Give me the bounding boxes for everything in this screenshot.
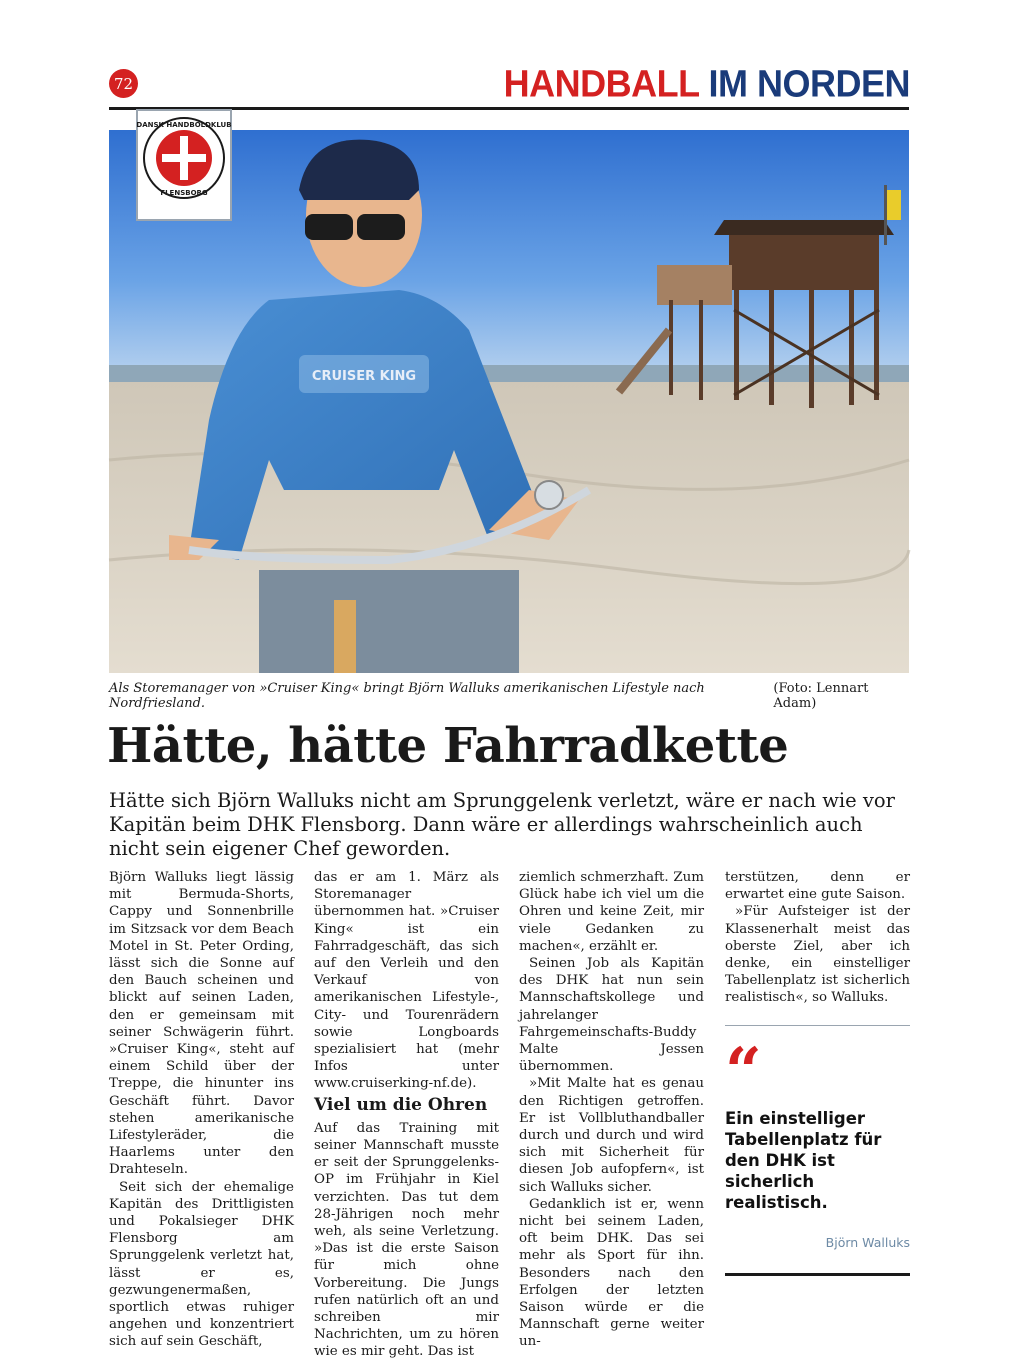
article-column-2 (314, 869, 499, 1361)
article-column-1 (109, 869, 294, 1351)
article-photo (109, 121, 909, 673)
pull-quote-rule (725, 1025, 910, 1026)
section-title-red: HANDBALL (503, 61, 699, 105)
article-lead: Hätte sich Björn Walluks nicht am Sprunggelenk verletzt, wäre er nach wie vor Kapitän beim DHK Flensborg. Dann wäre er allerdings wahrscheinlich auch nicht sein eigener Chef geworden. (109, 789, 895, 860)
pull-quote-bottom-rule (725, 1273, 910, 1276)
svg-text:FLENSBORG: FLENSBORG (160, 189, 208, 197)
paragraph: Auf das Training mit seiner Mannschaft musste er seit der Sprunggelenks-OP im Frühjahr in Kiel verzichten. Das tut dem 28-Jährigen noch mehr weh, als seine Verletzung. »Das ist die erste Saison für mich ohne Vorbereitung. Die Jungs rufen natürlich oft an und schreiben mir Nachrichten, um zu hören wie es mir geht. Das ist (314, 1120, 499, 1360)
svg-text:CRUISER KING: CRUISER KING (311, 369, 417, 384)
paragraph: terstützen, denn er erwartet eine gute Saison. (725, 870, 910, 903)
svg-text:DANSK HANDBOLDKLUB: DANSK HANDBOLDKLUB (136, 121, 232, 129)
paragraph: ziemlich schmerzhaft. Zum Glück habe ich viel um die Ohren und keine Zeit, mir viele Gedanken zu machen«, erzählt er. (519, 870, 704, 954)
paragraph: Seinen Job als Kapitän des DHK hat nun sein Mannschaftskollege und jahrelanger Fahrgemeinschafts-Buddy Malte Jessen übernommen. (519, 956, 704, 1075)
caption-text: Als Storemanager von »Cruiser King« bringt Björn Walluks amerikanischen Lifestyle nach Nordfriesland. (109, 681, 705, 711)
quote-mark-icon: “ (725, 1034, 762, 1109)
paragraph: Seit sich der ehemalige Kapitän des Drittligisten und Pokalsieger DHK Flensborg am Sprunggelenk verletzt hat, lässt er es, gezwungenermaßen, sportlich etwas ruhiger angehen und konzentriert sich auf sein Geschäft, (109, 1179, 294, 1350)
photo-caption (109, 681, 909, 711)
pull-quote (725, 1025, 910, 1250)
photo-credit: (Foto: Lennart Adam) (773, 681, 869, 711)
paragraph: »Mit Malte hat es genau den Richtigen getroffen. Er ist Vollbluthandballer durch und durch und wird sich mit Sicherheit für diesen Job aufopfern«, ist sich Walluks sicher. (519, 1076, 704, 1195)
club-logo (136, 110, 231, 220)
page-number: 72 (109, 69, 138, 98)
subheading: Viel um die Ohren (314, 1094, 488, 1115)
pull-quote-text: Ein einstelliger Tabellenplatz für den DHK ist sicherlich realistisch. (725, 1109, 882, 1212)
section-title (504, 62, 910, 106)
section-title-blue: IM NORDEN (708, 61, 910, 105)
paragraph: Björn Walluks liegt lässig mit Bermuda-Shorts, Cappy und Sonnenbrille im Sitzsack vor dem Beach Motel in St. Peter Ording, lässt sich die Sonne auf den Bauch scheinen und blickt auf seinen Laden, den er gemeinsam mit seiner Schwägerin führt. »Cruiser King«, steht auf einem Schild über der Treppe, die hinunter ins Geschäft führt. Davor stehen amerikanische Lifestyleräder, die Haarlems unter den Drahteseln. (109, 870, 294, 1178)
article-column-3 (519, 869, 704, 1351)
paragraph: das er am 1. März als Storemanager übernommen hat. »Cruiser King« ist ein Fahrradgeschäft, das sich auf den Verleih und den Verkauf von amerikanischen Lifestyle-, City- und Tourenrädern sowie Longboards spezialisiert hat (mehr Infos unter www.cruiserking-nf.de). (314, 870, 499, 1092)
pull-quote-author: Björn Walluks (825, 1235, 910, 1250)
paragraph: Gedanklich ist er, wenn nicht bei seinem Laden, oft beim DHK. Das sei mehr als Sport für ihn. Besonders nach den Erfolgen der letzten Saison würde er die Mannschaft gerne weiter un- (519, 1196, 704, 1350)
article-headline: Hätte, hätte Fahrradkette (107, 718, 789, 774)
paragraph: »Für Aufsteiger ist der Klassenerhalt meist das oberste Ziel, aber ich denke, ein einstelliger Tabellenplatz ist sicherlich realistisch«, so Walluks. (725, 904, 910, 1006)
article-column-4 (725, 869, 910, 1007)
